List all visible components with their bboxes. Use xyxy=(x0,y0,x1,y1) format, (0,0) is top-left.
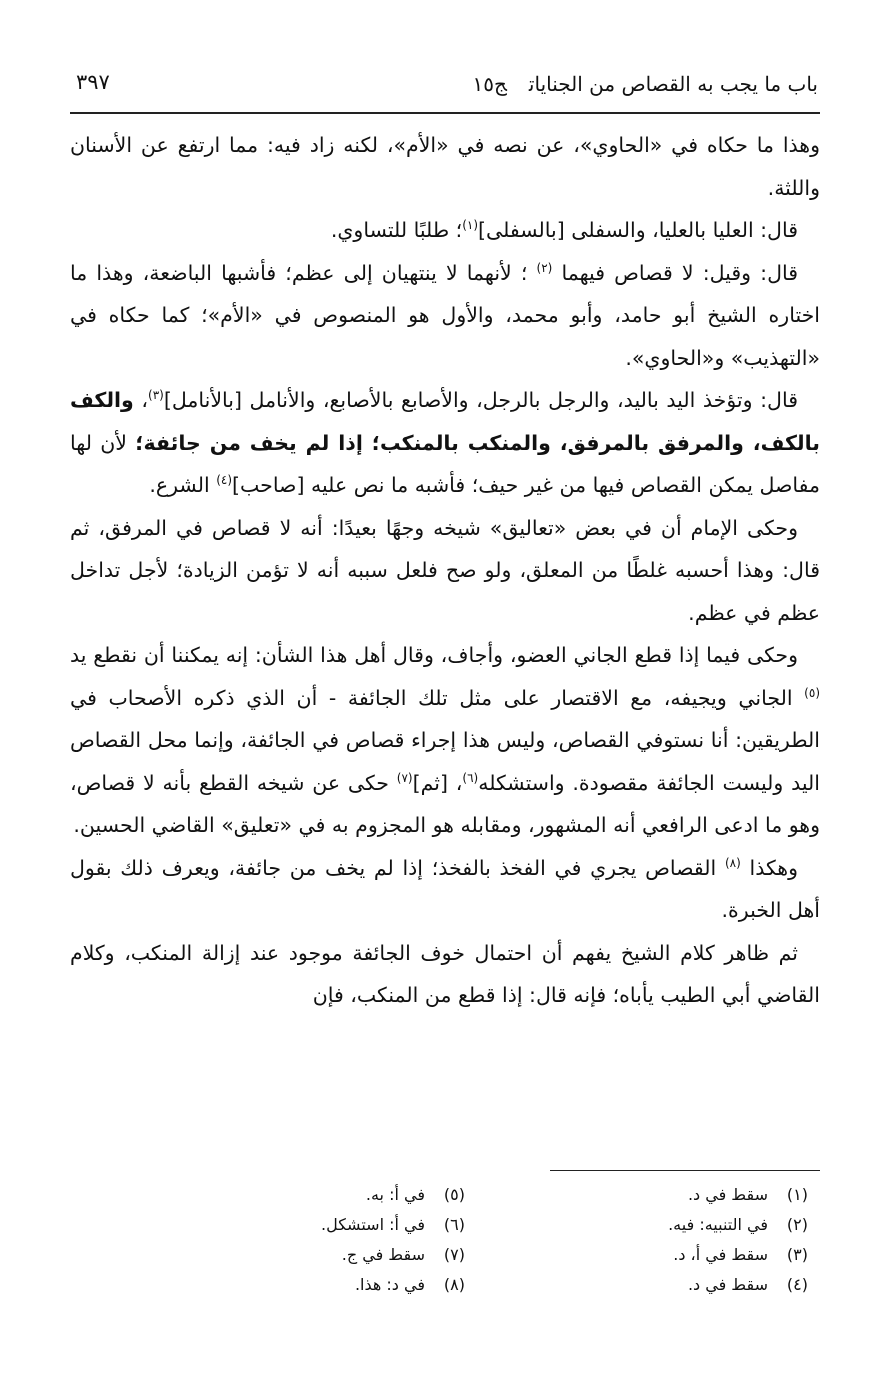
paragraph-6: وحكى فيما إذا قطع الجاني العضو، وأجاف، وقال أهل هذا الشأن: إنه يمكننا أن نقطع يد $^{(٥)}$ الجاني ويجيفه، مع الاقتصار على مثل تلك الجائفة - أن الذي ذكره الأصحاب في الطريقين: أنا نستوفي القصاص، وليس هذا إجراء قصاص في الجائفة، وإنما محل القصاص اليد وليست الجائفة مقصودة. واستشكله$^{(٦)}$، [ثم]$^{(٧)}$ حكى عن شيخه القطع بأنه لا قصاص، وهو ما ادعى الرافعي أنه المشهور، ومقابله هو المجزوم به في «تعليق» القاضي الحسين. xyxy=(70,643,821,837)
bold-matn-text: والكف بالكف، والمرفق بالمرفق، والمنكب بالمنكب؛ إذا لم يخف من جائفة؛ xyxy=(70,388,820,455)
paragraph-1: وهذا ما حكاه في «الحاوي»، عن نصه في «الأم»، لكنه زاد فيه: مما ارتفع عن الأسنان واللثة. xyxy=(70,133,820,200)
main-text xyxy=(70,124,820,1017)
footnote-ref-8: (٨) xyxy=(724,855,741,870)
footnote-5: (٥)في أ: به. xyxy=(365,1185,465,1204)
paragraph-2: قال: العليا بالعليا، والسفلى [بالسفلى]$^{(١)}$؛ طلبًا للتساوي. xyxy=(330,218,798,242)
volume-label: ج١٥ xyxy=(472,72,507,96)
page-header xyxy=(70,60,820,114)
footnote-8: (٨)في د: هذا. xyxy=(354,1275,465,1294)
footnote-ref-1: (١) xyxy=(462,218,479,232)
footnote-6: (٦)في أ: استشكل. xyxy=(321,1215,465,1234)
footnote-separator xyxy=(550,1170,820,1171)
footnote-3: (٣)سقط في أ، د. xyxy=(673,1245,808,1264)
footnote-1: (١)سقط في د. xyxy=(687,1185,808,1204)
book-page xyxy=(70,60,820,1340)
running-title: باب ما يجب به القصاص من الجناياتج١٥ xyxy=(472,72,818,96)
paragraph-7: وهكذا $^{(٨)}$ القصاص يجري في الفخذ بالفخذ؛ إذا لم يخف من جائفة، ويعرف ذلك بقول أهل الخبرة. xyxy=(70,855,820,922)
paragraph-5: وحكى الإمام أن في بعض «تعاليق» شيخه وجهًا بعيدًا: أنه لا قصاص في المرفق، ثم قال: وهذا أحسبه غلطًا من المعلق، ولو صح فلعل سببه أنه لا تؤمن الزيادة؛ لأجل تداخل عظم في عظم. xyxy=(70,515,820,625)
footnotes-column-right xyxy=(478,1180,808,1300)
paragraph-3: قال: وقيل: لا قصاص فيهما $^{(٢)}$ ؛ لأنهما لا ينتهيان إلى عظم؛ فأشبها الباضعة، وهذا ما اختاره الشيخ أبو حامد، وأبو محمد، والأول هو المنصوص في «الأم»؛ كما حكاه في «التهذيب» و«الحاوي». xyxy=(70,260,820,370)
footnote-ref-5: (٥) xyxy=(804,685,820,700)
footnote-ref-7: (٧) xyxy=(396,770,413,785)
footnote-2: (٢)في التنبيه: فيه. xyxy=(668,1215,808,1234)
footnote-ref-2: (٢) xyxy=(536,260,553,275)
footnote-ref-4: (٤) xyxy=(216,473,233,487)
footnote-7: (٧)سقط في ج. xyxy=(341,1245,465,1264)
paragraph-8: ثم ظاهر كلام الشيخ يفهم أن احتمال خوف الجائفة موجود عند إزالة المنكب، وكلام القاضي أبي الطيب يأباه؛ فإنه قال: إذا قطع من المنكب، فإن xyxy=(70,940,820,1007)
footnote-4: (٤)سقط في د. xyxy=(687,1275,808,1294)
footnote-ref-3: (٣) xyxy=(148,388,164,402)
paragraph-4: قال: وتؤخذ اليد باليد، والرجل بالرجل، والأصابع بالأصابع، والأنامل [بالأنامل]$^{(٣)}$، والكف بالكف، والمرفق بالمرفق، والمنكب بالمنكب؛ إذا لم يخف من جائفة؛ لأن لها مفاصل يمكن القصاص فيها من غير حيف؛ فأشبه ما نص عليه [صاحب]$^{(٤)}$ الشرع. xyxy=(70,388,820,497)
page-number: ٣٩٧ xyxy=(76,70,110,94)
footnotes-column-left xyxy=(135,1180,465,1300)
footnote-ref-6: (٦) xyxy=(462,770,479,785)
